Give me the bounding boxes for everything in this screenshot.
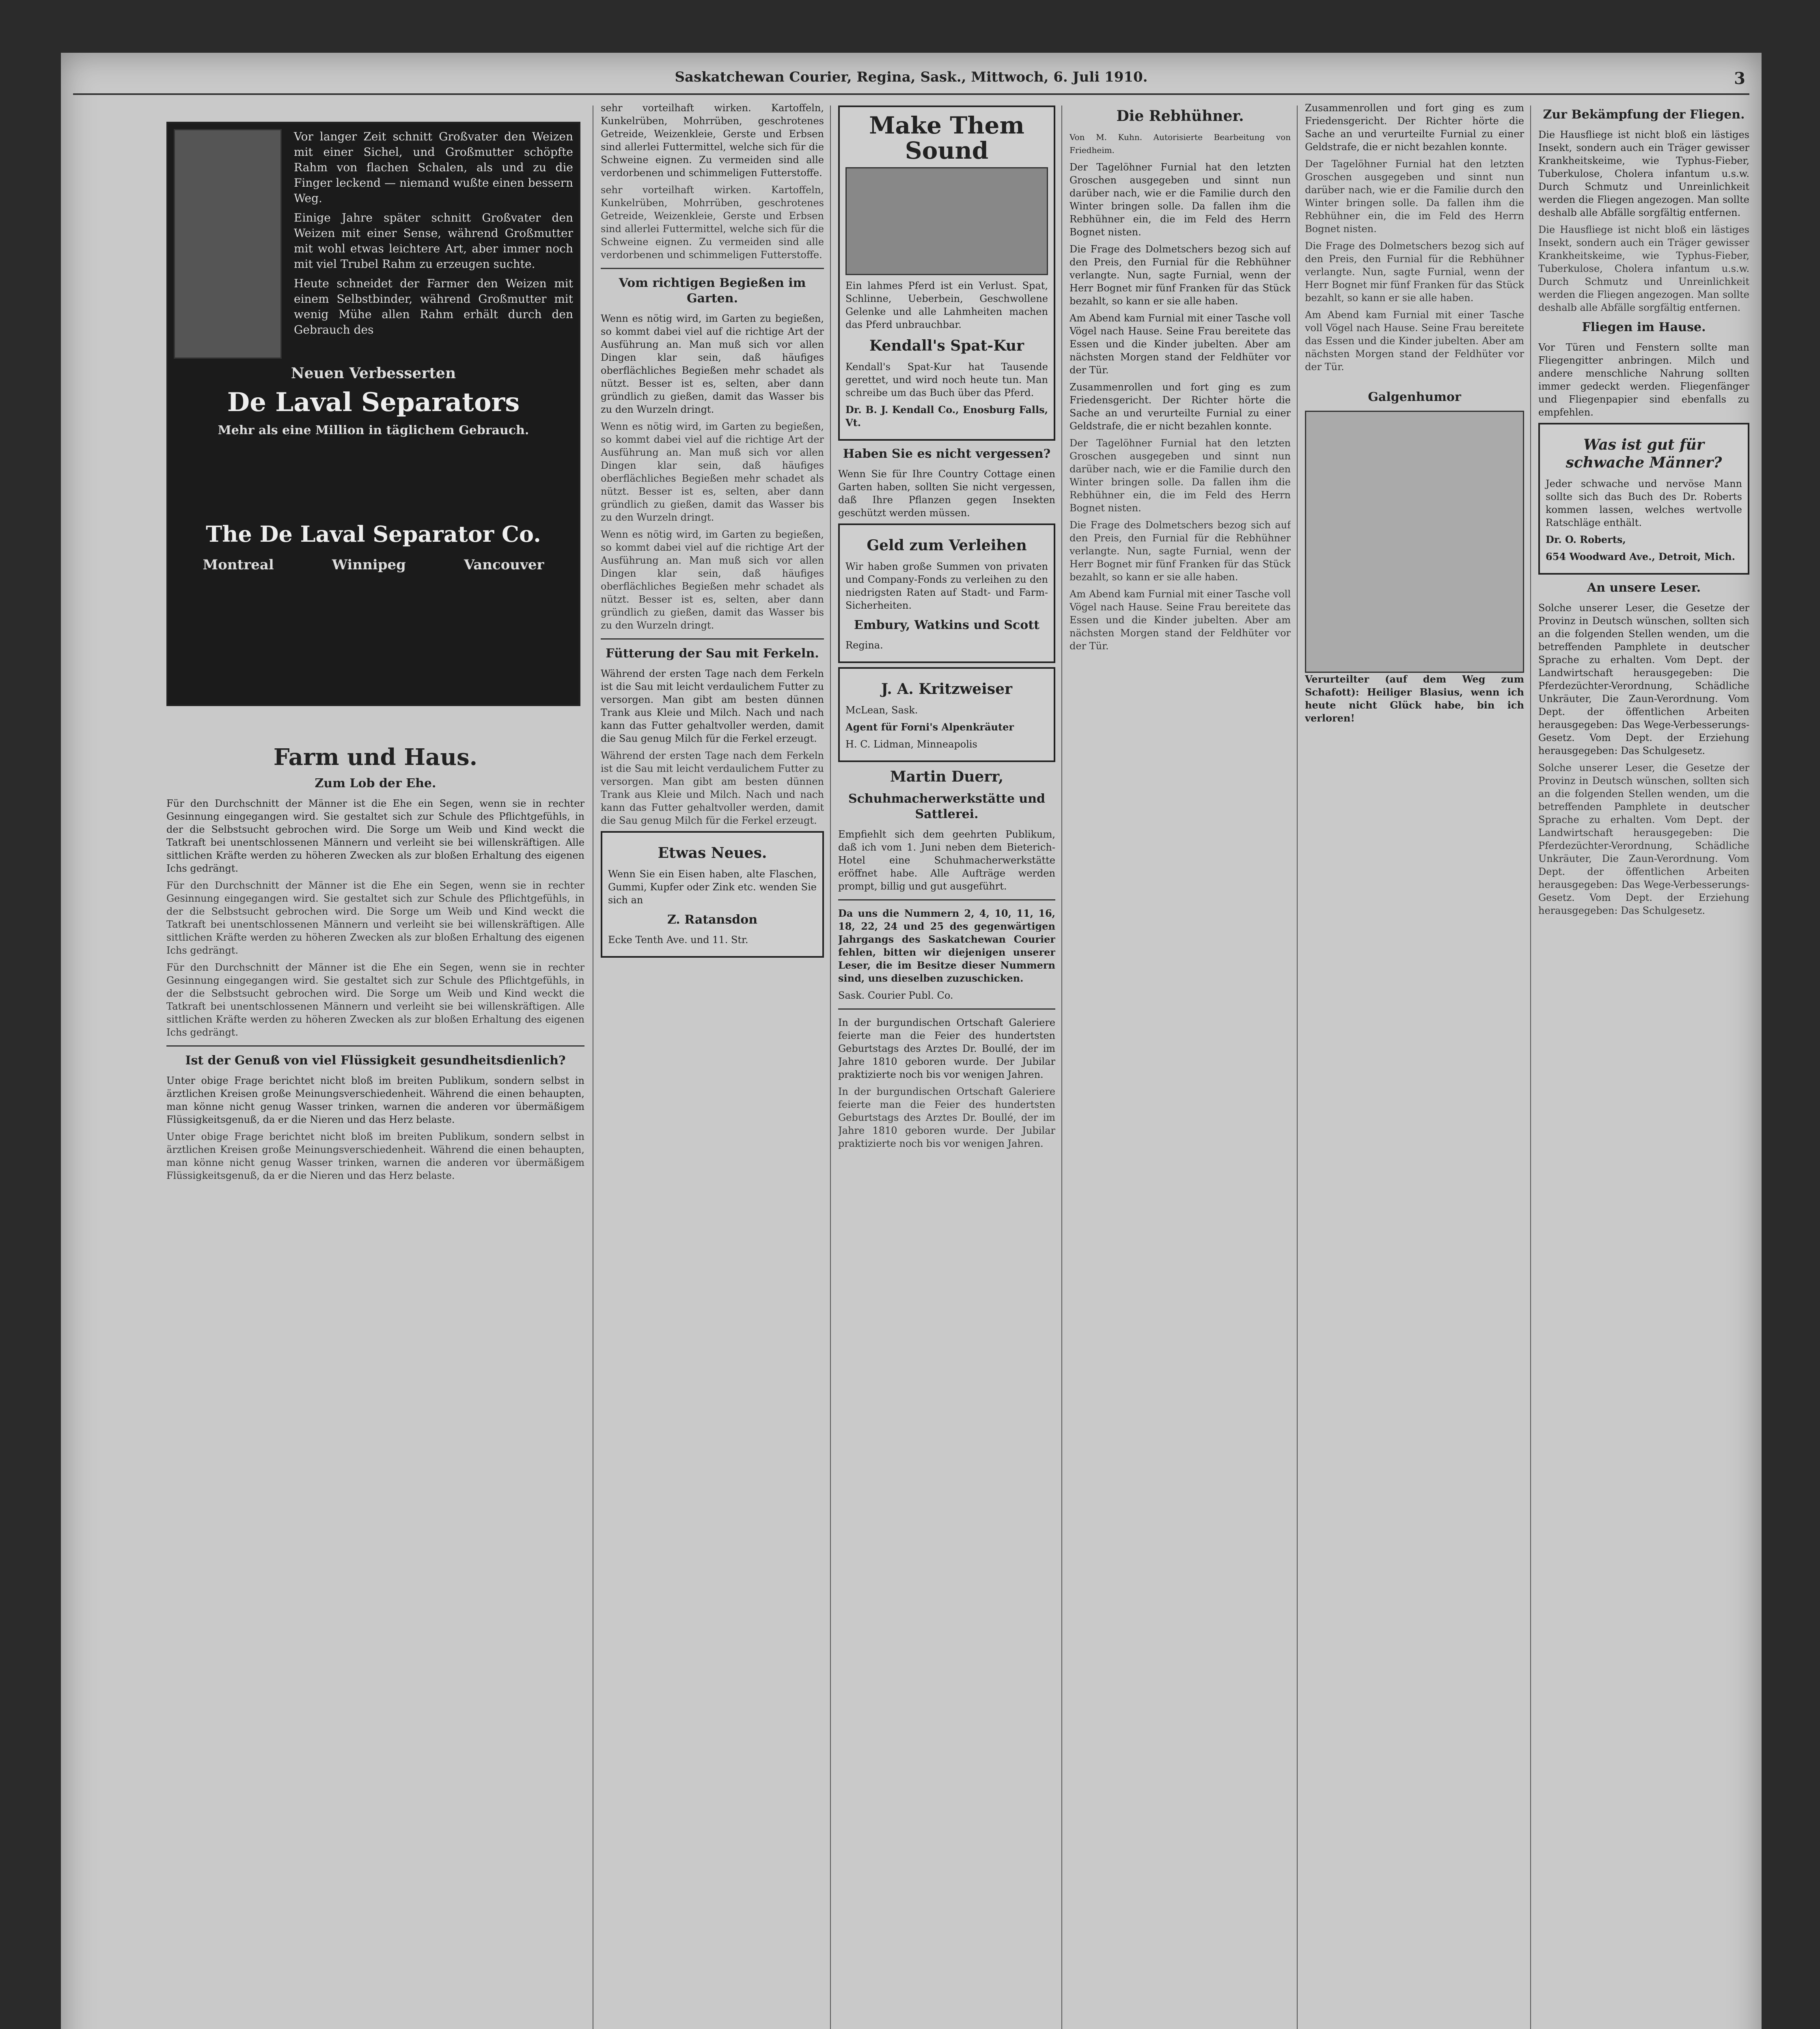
article-title: Zur Bekämpfung der Fliegen. [1543,108,1745,122]
box-name: Z. Ratansdon [667,913,758,927]
story-text: Die Frage des Dolmetschers bezog sich auf den Preis, den Furnial für die Rebhühner verlangte. Nun, sagte Furnial, wenn der Herr Bognet mir fünf Franken für das Stück bezahlt, so kann er sie alle haben. [1305,240,1524,304]
cartoon-title: Galgenhumor [1368,390,1461,404]
delaval-ad-text-3: Heute schneidet der Farmer den Weizen mit einem Selbstbinder, während Großmutter mit wenig Mühe allen Rahm erhält durch den Gebrauch des [294,277,573,336]
column-divider [1297,106,1298,2029]
loan-company: Embury, Watkins und Scott [854,618,1040,632]
box-text: Wenn Sie ein Eisen haben, alte Flaschen, Gummi, Kupfer oder Zink etc. wenden Sie sich an [608,868,817,906]
agent-ad [838,667,1055,762]
agent-2: H. C. Lidman, Minneapolis [845,739,977,750]
column-3 [838,101,1055,2029]
article-text: In der burgundischen Ortschaft Galeriere feierte man die Feier des hundertsten Geburtstags des Arztes Dr. Boullé, der im Jahre 1810 geboren wurde. Der Jubilar praktizierte noch bis vor wenigen Jahren. [838,1086,1055,1149]
loan-text: Wir haben große Summen von privaten und Company-Fonds zu verleihen zu den niedrigsten Raten auf Stadt- und Farm-Sicherheiten. [845,561,1048,611]
divider [601,638,824,640]
masthead-rule [73,93,1749,95]
delaval-ad-title: De Laval Separators [227,387,520,418]
roberts-ad [1538,423,1749,575]
delaval-ad [166,118,580,726]
article-text: Wenn es nötig wird, im Garten zu begießen, so kommt dabei viel auf die richtige Art der Ausführung an. Man muß sich vor allen Dingen klar sein, daß häufiges oberflächliches Begießen mehr schadet als nützt. Besser ist es, selten, aber dann gründlich zu gießen, damit das Wasser bis zu den Wurzeln dringt. [601,313,824,415]
column-divider [1530,106,1531,2029]
kendall-company: Dr. B. J. Kendall Co., Enosburg Falls, Vt. [845,404,1048,429]
courier-note: Da uns die Nummern 2, 4, 10, 11, 16, 18, 22, 24 und 25 des gegenwärtigen Jahrgangs des Saskatchewan Courier fehlen, bitten wir diejenigen unserer Leser, die im Besitze dieser Nummern sind, uns dieselben zuzuschicken. [838,907,1055,984]
article-text: sehr vorteilhaft wirken. Kartoffeln, Kunkelrüben, Mohrrüben, geschrotenes Getreide, Weizenkleie, Gerste und Erbsen sind allerlei Futtermittel, welche sich für die Schweine eignen. Zu vermeiden sind alle verdorbenen und schimmeligen Futterstoffe. [601,184,824,261]
column-divider [1061,106,1062,2029]
story-text: Zusammenrollen und fort ging es zum Friedensgericht. Der Richter hörte die Sache an und verurteilte Furnial zu einer Geldstrafe, die er nicht bezahlen konnte. [1305,102,1524,153]
story-author: Von M. Kuhn. Autorisierte Bearbeitung von Friedheim. [1070,132,1291,155]
box-title: Etwas Neues. [658,844,767,862]
story-text: Der Tagelöhner Furnial hat den letzten Groschen ausgegeben und sinnt nun darüber nach, wie er die Familie durch den Winter bringen solle. Da fallen ihm die Rebhühner ein, die im Feld des Herrn Bognet nisten. [1305,158,1524,235]
article-text: Während der ersten Tage nach dem Ferkeln ist die Sau mit leicht verdaulichem Futter zu versorgen. Man gibt am besten dünnen Trank aus Kleie und Milch. Nach und nach kann das Futter gehaltvoller werden, damit die Sau genug Milch für die Ferkel erzeugt. [601,668,824,744]
newspaper-page [61,53,1762,2029]
article-text: sehr vorteilhaft wirken. Kartoffeln, Kunkelrüben, Mohrrüben, geschrotenes Getreide, Weizenkleie, Gerste und Erbsen sind allerlei Futtermittel, welche sich für die Schweine eignen. Zu vermeiden sind alle verdorbenen und schimmeligen Futterstoffe. [601,102,824,179]
masthead: Saskatchewan Courier, Regina, Sask., Mittwoch, 6. Juli 1910. [675,69,1148,85]
kendall-text-2: Kendall's Spat-Kur hat Tausende gerettet, und wird noch heute tun. Man schreibe um das Buch über das Pferd. [845,361,1048,398]
city-label: Winnipeg [332,557,406,573]
story-text: Die Frage des Dolmetschers bezog sich auf den Preis, den Furnial für die Rebhühner verlangte. Nun, sagte Furnial, wenn der Herr Bognet mir fünf Franken für das Stück bezahlt, so kann er sie alle haben. [1070,243,1291,307]
section-title: Farm und Haus. [273,744,478,771]
story-text: Die Frage des Dolmetschers bezog sich auf den Preis, den Furnial für die Rebhühner verlangte. Nun, sagte Furnial, wenn der Herr Bognet mir fünf Franken für das Stück bezahlt, so kann er sie alle haben. [1070,519,1291,583]
kendall-headline: Make Them Sound [869,112,1024,164]
article-text: Die Hausfliege ist nicht bloß ein lästiges Insekt, sondern auch ein Träger gewisser Krankheitskeime, wie Typhus-Fieber, Tuberkulose, Cholera infantum u.s.w. Durch Schmutz und Unreinlichkeit werden die Fliegen angezogen. Man sollte deshalb alle Abfälle sorgfältig entfernen. [1538,224,1749,313]
roberts-ad-company: Dr. O. Roberts, [1546,534,1626,545]
story-text: Der Tagelöhner Furnial hat den letzten Groschen ausgegeben und sinnt nun darüber nach, wie er die Familie durch den Winter bringen solle. Da fallen ihm die Rebhühner ein, die im Feld des Herrn Bognet nisten. [1070,437,1291,514]
agent-city: McLean, Sask. [845,704,918,716]
delaval-ad-company: The De Laval Separator Co. [206,521,541,547]
article-text: Für den Durchschnitt der Männer ist die Ehe ein Segen, wenn sie in rechter Gesinnung eingegangen wird. Sie gestaltet sich zur Schule des Pflichtgefühls, in der die Selbstsucht gebrochen wird. Die Sorge um Weib und Kind weckt die Tatkraft bei unentschlossenen Männern und verleiht sie bei willenskräftigen. Alle sittlichen Kräfte werden zu höheren Zwecken als zur bloßen Erhaltung des eigenen Ichs gedrängt. [166,962,584,1038]
delaval-ad-box [166,122,580,706]
kendall-product: Kendall's Spat-Kur [869,337,1024,354]
article-title: Vom richtigen Begießen im Garten. [619,276,806,306]
shop-text: Empfiehlt sich dem geehrten Publikum, daß ich vom 1. Juni neben dem Bieterich-Hotel eine Schuhmacherwerkstätte eröffnet habe. Alle Aufträge werden prompt, billig und gut ausgeführt. [838,829,1055,892]
article-text: In der burgundischen Ortschaft Galeriere feierte man die Feier des hundertsten Geburtstags des Arztes Dr. Boullé, der im Jahre 1810 geboren wurde. Der Jubilar praktizierte noch bis vor wenigen Jahren. [838,1017,1055,1080]
shop-subtitle: Schuhmacherwerkstätte und Sattlerei. [848,792,1046,821]
agent-name: J. A. Kritzweiser [881,681,1012,698]
kendall-ad [838,106,1055,441]
divider [838,899,1055,900]
article-text: Die Hausfliege ist nicht bloß ein lästiges Insekt, sondern auch ein Träger gewisser Krankheitskeime, wie Typhus-Fieber, Tuberkulose, Cholera infantum u.s.w. Durch Schmutz und Unreinlichkeit werden die Fliegen angezogen. Man sollte deshalb alle Abfälle sorgfältig entfernen. [1538,129,1749,218]
delaval-ad-text-1: Vor langer Zeit schnitt Großvater den Weizen mit einer Sichel, und Großmutter schöpfte Rahm von flachen Schalen, als und zu die Finger leckend — niemand wußte einen bessern Weg. [294,130,573,205]
etwas-neues-box [601,831,824,958]
article-text: Unter obige Frage berichtet nicht bloß im breiten Publikum, sondern selbst in ärztlichen Kreisen große Meinungsverschiedenheit. Während die einen behaupten, man könne nicht genug Wasser trinken, warnen die anderen vor übermäßigem Flüssigkeitsgenuß, da er die Nieren und das Herz belaste. [166,1131,584,1181]
article-text: Während der ersten Tage nach dem Ferkeln ist die Sau mit leicht verdaulichem Futter zu versorgen. Man gibt am besten dünnen Trank aus Kleie und Milch. Nach und nach kann das Futter gehaltvoller werden, damit die Sau genug Milch für die Ferkel erzeugt. [601,750,824,826]
roberts-ad-text: Jeder schwache und nervöse Mann sollte sich das Buch des Dr. Roberts kommen lassen, welches wertvolle Ratschläge enthält. [1546,478,1742,528]
delaval-ad-subtitle: Neuen Verbesserten [291,365,456,382]
horse-illustration [845,167,1048,275]
column-2 [601,101,824,2029]
article-title: Zum Lob der Ehe. [315,776,436,790]
story-title: Die Rebhühner. [1116,108,1244,125]
article-text: Unter obige Frage berichtet nicht bloß im breiten Publikum, sondern selbst in ärztlichen Kreisen große Meinungsverschiedenheit. Während die einen behaupten, man könne nicht genug Wasser trinken, warnen die anderen vor übermäßigem Flüssigkeitsgenuß, da er die Nieren und das Herz belaste. [166,1075,584,1125]
article-text: Wenn es nötig wird, im Garten zu begießen, so kommt dabei viel auf die richtige Art der Ausführung an. Man muß sich vor allen Dingen klar sein, daß häufiges oberflächliches Begießen mehr schadet als nützt. Besser ist es, selten, aber dann gründlich zu gießen, damit das Wasser bis zu den Wurzeln dringt. [601,421,824,523]
article-title: Ist der Genuß von viel Flüssigkeit gesundheitsdienlich? [185,1053,566,1068]
page-number: 3 [1734,69,1745,88]
column-divider [830,106,831,2029]
box-address: Ecke Tenth Ave. und 11. Str. [608,934,748,946]
story-text: Am Abend kam Furnial mit einer Tasche voll Vögel nach Hause. Seine Frau bereitete das Essen und die Kinder jubelten. Aber am nächsten Morgen stand der Feldhüter vor der Tür. [1305,309,1524,373]
roberts-ad-title: Was ist gut für schwache Männer? [1566,436,1722,471]
divider [166,1045,584,1047]
column-5 [1305,101,1524,2029]
story-text: Der Tagelöhner Furnial hat den letzten Groschen ausgegeben und sinnt nun darüber nach, wie er die Familie durch den Winter bringen solle. Da fallen ihm die Rebhühner ein, die im Feld des Herrn Bognet nisten. [1070,162,1291,238]
column-1 [166,739,584,2029]
loan-city: Regina. [845,640,883,651]
delaval-ad-text-2: Einige Jahre später schnitt Großvater den Weizen mit einer Sense, während Großmutter mit wohl etwas leichtere Art, aber immer noch mit viel Trubel Rahm zu erzeugen suchte. [294,211,573,271]
cartoon-caption: Verurteilter (auf dem Weg zum Schafott): Heiliger Blasius, wenn ich heute nicht Glück habe, bin ich verloren! [1305,673,1524,724]
notice-text: Wenn Sie für Ihre Country Cottage einen Garten haben, sollten Sie nicht vergessen, daß Ihre Pflanzen gegen Insekten geschützt werden müssen. [838,468,1055,519]
kendall-text: Ein lahmes Pferd ist ein Verlust. Spat, Schlinne, Ueberbein, Geschwollene Gelenke und alle Lahmheiten machen das Pferd unbrauchbar. [845,280,1048,330]
roberts-ad-address: 654 Woodward Ave., Detroit, Mich. [1546,551,1736,562]
article-title: Fütterung der Sau mit Ferkeln. [606,646,819,661]
divider [838,1008,1055,1010]
agent-text: Agent für Forni's Alpenkräuter [845,721,1014,733]
story-text: Zusammenrollen und fort ging es zum Friedensgericht. Der Richter hörte die Sache an und verurteilte Furnial zu einer Geldstrafe, die er nicht bezahlen konnte. [1070,381,1291,432]
city-label: Vancouver [464,557,544,573]
divider [601,268,824,269]
cartoon-illustration [1305,411,1524,673]
story-text: Am Abend kam Furnial mit einer Tasche voll Vögel nach Hause. Seine Frau bereitete das Essen und die Kinder jubelten. Aber am nächsten Morgen stand der Feldhüter vor der Tür. [1070,312,1291,376]
notice-text: Solche unserer Leser, die Gesetze der Provinz in Deutsch wünschen, sollten sich an die folgenden Stellen wenden, um die betreffenden Pamphlete in deutscher Sprache zu erhalten. Vom Dept. der Landwirtschaft herausgegeben: Die Pferdezüchter-Verordnung, Schädliche Unkräuter, Die Zaun-Verordnung. Vom Dept. der öffentlichen Arbeiten herausgegeben: Das Wege-Verbesserungs-Gesetz. Vom Dept. der Erziehung herausgegeben: Das Schulgesetz. [1538,762,1749,916]
article-title: Fliegen im Hause. [1582,320,1706,334]
delaval-ad-tagline: Mehr als eine Million in täglichem Gebrauch. [218,423,529,437]
article-text: Für den Durchschnitt der Männer ist die Ehe ein Segen, wenn sie in rechter Gesinnung eingegangen wird. Sie gestaltet sich zur Schule des Pflichtgefühls, in der die Selbstsucht gebrochen wird. Die Sorge um Weib und Kind weckt die Tatkraft bei unentschlossenen Männern und verleiht sie bei willenskräftigen. Alle sittlichen Kräfte werden zu höheren Zwecken als zur bloßen Erhaltung des eigenen Ichs gedrängt. [166,798,584,874]
article-text: Wenn es nötig wird, im Garten zu begießen, so kommt dabei viel auf die richtige Art der Ausführung an. Man muß sich vor allen Dingen klar sein, daß häufiges oberflächliches Begießen mehr schadet als nützt. Besser ist es, selten, aber dann gründlich zu gießen, damit das Wasser bis zu den Wurzeln dringt. [601,529,824,631]
column-6 [1538,101,1749,2029]
shop-title: Martin Duerr, [890,768,1004,785]
courier-sign: Sask. Courier Publ. Co. [838,990,953,1001]
city-label: Montreal [203,557,274,573]
delaval-ad-cities [174,557,573,573]
separator-illustration [174,129,282,359]
notice-text: Solche unserer Leser, die Gesetze der Provinz in Deutsch wünschen, sollten sich an die folgenden Stellen wenden, um die betreffenden Pamphlete in deutscher Sprache zu erhalten. Vom Dept. der Landwirtschaft herausgegeben: Die Pferdezüchter-Verordnung, Schädliche Unkräuter, Die Zaun-Verordnung. Vom Dept. der öffentlichen Arbeiten herausgegeben: Das Wege-Verbesserungs-Gesetz. Vom Dept. der Erziehung herausgegeben: Das Schulgesetz. [1538,602,1749,756]
notice-title: An unsere Leser. [1587,581,1701,595]
article-text: Für den Durchschnitt der Männer ist die Ehe ein Segen, wenn sie in rechter Gesinnung eingegangen wird. Sie gestaltet sich zur Schule des Pflichtgefühls, in der die Selbstsucht gebrochen wird. Die Sorge um Weib und Kind weckt die Tatkraft bei unentschlossenen Männern und verleiht sie bei willenskräftigen. Alle sittlichen Kräfte werden zu höheren Zwecken als zur bloßen Erhaltung des eigenen Ichs gedrängt. [166,880,584,956]
notice-title: Haben Sie es nicht vergessen? [843,447,1051,461]
loan-title: Geld zum Verleihen [867,537,1027,554]
column-4 [1070,101,1291,2029]
loan-ad [838,523,1055,663]
article-text: Vor Türen und Fenstern sollte man Fliegengitter anbringen. Milch und andere menschliche Nahrung sollten immer gedeckt werden. Fliegenfänger und Fliegenpapier sind ebenfalls zu empfehlen. [1538,342,1749,418]
story-text: Am Abend kam Furnial mit einer Tasche voll Vögel nach Hause. Seine Frau bereitete das Essen und die Kinder jubelten. Aber am nächsten Morgen stand der Feldhüter vor der Tür. [1070,588,1291,652]
